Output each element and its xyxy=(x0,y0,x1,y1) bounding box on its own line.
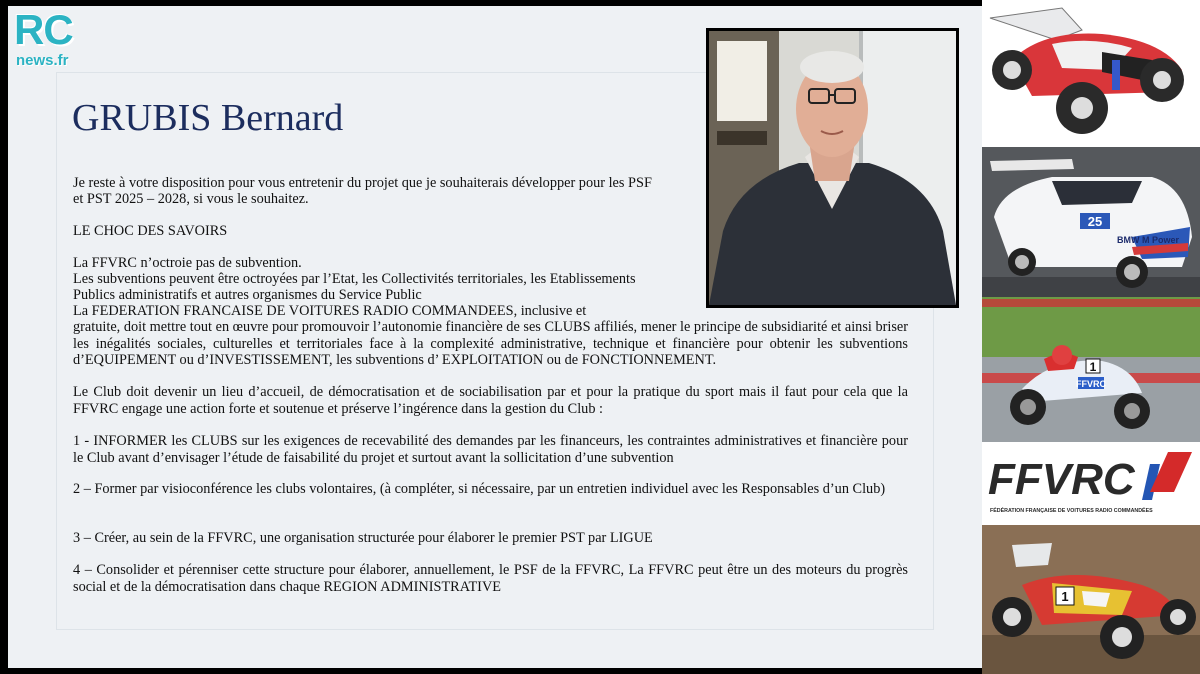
slide-title: GRUBIS Bernard xyxy=(72,97,344,139)
touring-car-photo xyxy=(982,147,1200,297)
paragraph-1-line-1: La FFVRC n’octroie pas de subvention. xyxy=(73,255,302,271)
paragraph-1-line-3: Publics administratifs et autres organismes du Service Public xyxy=(73,287,422,303)
car-brand-label: BMW M Power xyxy=(1117,235,1179,245)
buggy-photo-1 xyxy=(982,0,1200,147)
section-heading: LE CHOC DES SAVOIRS xyxy=(73,223,228,239)
portrait-photo xyxy=(706,28,959,308)
logo-rc-text: RC xyxy=(14,6,73,53)
motorbike-photo xyxy=(982,297,1200,442)
list-item-1: 1 - INFORMER les CLUBS sur les exigences de recevabilité des demandes par les financeurs, les contraintes administratives et financière pour le Club avant d’envisager l’étude de faisabilité du projet et surtout avant la sollicitation d’une subvention xyxy=(73,433,908,466)
list-item-4: 4 – Consolider et pérenniser cette structure pour élaborer, annuellement, le PSF de la FFVRC, La FFVRC peut être un des moteurs du progrès social et de la démocratisation dans chaque REGION ADMINISTRATIVE xyxy=(73,562,908,595)
buggy-number-label: 1 xyxy=(1061,589,1069,604)
intro-line-1: Je reste à votre disposition pour vous entretenir du projet que je souhaiterais développer pour les PSF xyxy=(73,175,652,191)
bike-number-label: 1 xyxy=(1089,360,1097,374)
ffvrc-full-name: FÉDÉRATION FRANÇAISE DE VOITURES RADIO COMMANDÉES xyxy=(990,508,1153,514)
paragraph-1-body: gratuite, doit mettre tout en œuvre pour promouvoir l’autonomie financière de ses CLUBS affiliés, mener le principe de subsidiarité et ainsi briser les inégalités sociales, culturelles et territoriales face à la complexité administrative, technique et financière pour obtenir les subventions d’EQUIPEMENT ou d’INVESTISSEMENT, les subventions d’ EXPLOITATION ou de FONCTIONNEMENT. xyxy=(73,319,908,368)
rcnews-logo xyxy=(14,6,88,70)
paragraph-2: Le Club doit devenir un lieu d’accueil, de démocratisation et de sociabilisation par et pour la pratique du sport mais il faut pour cela que la FFVRC engage une action forte et soutenue et préserve l’ingérence dans la gestion du Club : xyxy=(73,384,908,417)
ffvrc-logo xyxy=(982,442,1200,525)
list-item-2: 2 – Former par visioconférence les clubs volontaires, (à compléter, si nécessaire, par un entretien individuel avec les Responsables d’un Club) xyxy=(73,481,886,497)
rc-photo-sidebar xyxy=(982,0,1200,674)
logo-news-text: news.fr xyxy=(16,52,69,69)
intro-line-2: et PST 2025 – 2028, si vous le souhaitez. xyxy=(73,191,309,207)
ffvrc-logo-text: FFVRC xyxy=(988,455,1135,504)
paragraph-1-line-4: La FEDERATION FRANCAISE DE VOITURES RADIO COMMANDEES, inclusive et xyxy=(73,303,587,319)
bike-brand-label: FFVRC xyxy=(1076,379,1106,389)
car-number-label: 25 xyxy=(1087,214,1103,229)
paragraph-1-line-2: Les subventions peuvent être octroyées par l’Etat, les Collectivités territoriales, les Etablissements xyxy=(73,271,636,287)
list-item-3: 3 – Créer, au sein de la FFVRC, une organisation structurée pour élaborer le premier PST par LIGUE xyxy=(73,530,653,546)
buggy-photo-2 xyxy=(982,525,1200,674)
